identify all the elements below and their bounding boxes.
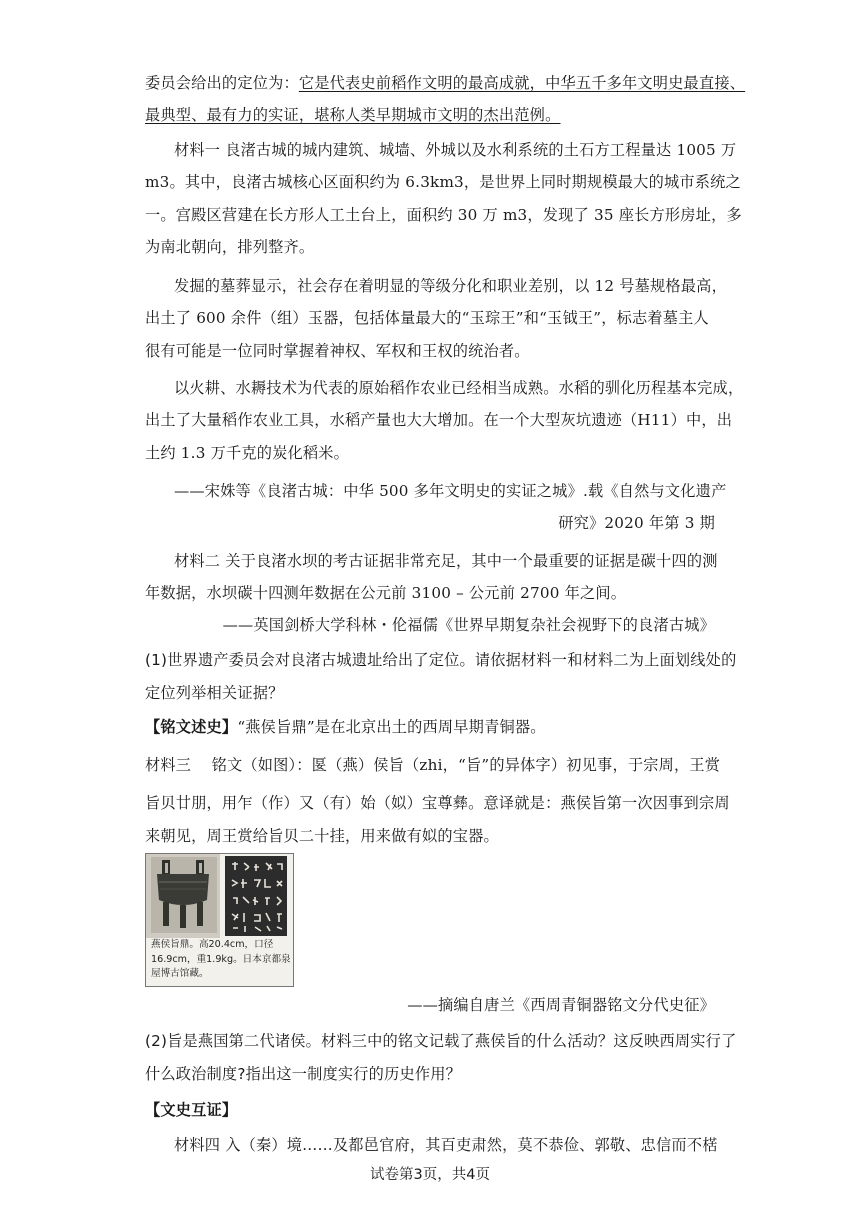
- question-2: 什么政治制度?指出这一制度实行的历史作用？: [145, 1065, 462, 1083]
- material2-source: ——英国剑桥大学科林・伦福儒《世界早期复杂社会视野下的良渚古城》: [222, 616, 715, 634]
- material3-source: ——摘编自唐兰《西周青铜器铭文分代史征》: [407, 996, 715, 1014]
- material1-line: 土约 1.3 万千克的炭化稻米。: [145, 444, 350, 462]
- question-2: (2)旨是燕国第二代诸侯。材料三中的铭文记载了燕侯旨的什么活动？这反映西周实行了: [145, 1032, 737, 1050]
- section-mutual-heading: 【文史互证】: [145, 1101, 238, 1119]
- bronze-ding-figure: [145, 853, 294, 987]
- bronze-ding-image: [146, 854, 293, 938]
- material1-source: 研究》2020 年第 3 期: [558, 514, 715, 532]
- question-1: (1)世界遗产委员会对良渚古城遗址给出了定位。请依据材料一和材料二为上面划线处的: [145, 651, 737, 669]
- section-inscription: [145, 716, 715, 738]
- material2-line: 材料二 关于良渚水坝的考古证据非常充足，其中一个最重要的证据是碳十四的测: [174, 552, 718, 570]
- section-heading: 【铭文述史】: [145, 718, 238, 736]
- material3-line: 材料三 铭文（如图）：匽（燕）侯旨（zhi，“旨”的异体字）初见事，于宗周，王赏: [145, 756, 721, 774]
- underlined-positioning-1: 它是代表史前稻作文明的最高成就，中华五千多年文明史最直接、: [298, 74, 746, 92]
- material1-line: 出土了 600 余件（组）玉器，包括体量最大的“玉琮王”和“玉钺王”，标志着墓主人: [145, 309, 709, 327]
- material1-line: 出土了大量稻作农业工具，水稻产量也大大增加。在一个大型灰坑遗迹（H11）中，出: [145, 411, 733, 429]
- material3-line: 旨贝廿朋，用乍（作）又（有）始（姒）宝尊彝。意译就是：燕侯旨第一次因事到宗周: [145, 794, 730, 812]
- figure-caption: 燕侯旨鼎。高20.4cm，口径16.9cm，重1.9kg。日本京都泉屋博古馆藏。: [151, 939, 291, 979]
- material1-line: 很有可能是一位同时掌握着神权、军权和王权的统治者。: [145, 342, 530, 360]
- material1-line: 材料一 良渚古城的城内建筑、城墙、外城以及水利系统的土石方工程量达 1005 万: [174, 141, 737, 159]
- material3-line: 来朝见，周王赏给旨贝二十挂，用来做有姒的宝器。: [145, 827, 499, 845]
- intro-prefix: 委员会给出的定位为：: [145, 74, 299, 92]
- material4-line: 材料四 入（秦）境……及都邑官府，其百吏肃然，莫不恭俭、郭敬、忠信而不楛: [174, 1136, 718, 1154]
- section-text: “燕侯旨鼎”是在北京出土的西周早期青铜器。: [237, 718, 546, 736]
- material1-line: m3。其中，良渚古城核心区面积约为 6.3km3，是世界上同时期规模最大的城市系统之: [145, 173, 741, 191]
- underlined-positioning-2: 最典型、最有力的实证，堪称人类早期城市文明的杰出范例。: [145, 106, 561, 124]
- material1-line: 为南北朝向，排列整齐。: [145, 238, 315, 256]
- material1-source: ——宋姝等《良渚古城：中华 500 多年文明史的实证之城》.载《自然与文化遗产: [174, 482, 727, 500]
- intro-line-2: [145, 104, 715, 126]
- material1-line: 以火耕、水耨技术为代表的原始稻作农业已经相当成熟。水稻的驯化历程基本完成，: [174, 379, 744, 397]
- page-footer: 试卷第3页，共4页: [370, 1167, 490, 1183]
- material1-line: 一。宫殿区营建在长方形人工土台上，面积约 30 万 m3，发现了 35 座长方形房址，多: [145, 206, 742, 224]
- material1-line: 发掘的墓葬显示，社会存在着明显的等级分化和职业差别，以 12 号墓规格最高，: [174, 277, 727, 295]
- material2-line: 年数据，水坝碳十四测年数据在公元前 3100 – 公元前 2700 年之间。: [145, 584, 627, 602]
- question-1: 定位列举相关证据？: [145, 684, 284, 702]
- intro-line-1: [145, 72, 746, 94]
